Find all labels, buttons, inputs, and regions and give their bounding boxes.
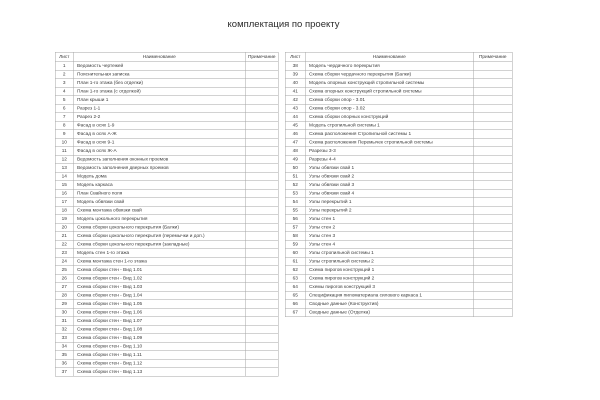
- note-cell: [245, 181, 278, 190]
- note-cell: [473, 130, 512, 139]
- name-cell: Узлы обвязки свай 3: [305, 181, 473, 190]
- name-cell: Узлы стропильной системы 2: [305, 257, 473, 266]
- name-cell: Ведомость чертежей: [73, 62, 245, 71]
- sheet-number-cell: 12: [55, 155, 73, 164]
- note-cell: [473, 266, 512, 275]
- name-cell: Модель стен 1-го этажа: [73, 249, 245, 258]
- table-header-row: [55, 52, 278, 62]
- sheet-number-cell: 49: [285, 155, 305, 164]
- note-cell: [245, 342, 278, 351]
- table-row: [285, 113, 512, 122]
- name-cell: План 1-го этажа (с отделкой): [73, 87, 245, 96]
- table-row: [285, 147, 512, 156]
- sheet-number-cell: 38: [285, 62, 305, 71]
- sheet-number-cell: 43: [285, 104, 305, 113]
- note-cell: [473, 121, 512, 130]
- sheet-number-cell: 58: [285, 232, 305, 241]
- note-cell: [245, 317, 278, 326]
- table-row: [55, 215, 278, 224]
- sheet-number-cell: 24: [55, 257, 73, 266]
- sheet-number-cell: 50: [285, 164, 305, 173]
- table-row: [55, 274, 278, 283]
- note-cell: [473, 257, 512, 266]
- table-row: [285, 300, 512, 309]
- note-cell: [473, 62, 512, 71]
- note-cell: [245, 130, 278, 139]
- sheet-number-cell: 34: [55, 342, 73, 351]
- note-cell: [473, 291, 512, 300]
- name-cell: Узлы обвязки свай 2: [305, 172, 473, 181]
- sheet-number-cell: 21: [55, 232, 73, 241]
- sheet-number-cell: 3: [55, 79, 73, 88]
- table-row: [55, 359, 278, 368]
- note-cell: [245, 223, 278, 232]
- note-cell: [473, 79, 512, 88]
- note-cell: [473, 232, 512, 241]
- sheet-number-cell: 47: [285, 138, 305, 147]
- sheet-number-cell: 31: [55, 317, 73, 326]
- table-row: [285, 121, 512, 130]
- name-cell: План Свайного поля: [73, 189, 245, 198]
- sheet-number-cell: 15: [55, 181, 73, 190]
- sheet-number-cell: 13: [55, 164, 73, 173]
- sheet-number-cell: 56: [285, 215, 305, 224]
- name-cell: Модель обвязки свай: [73, 198, 245, 207]
- note-cell: [245, 96, 278, 105]
- sheet-number-cell: 18: [55, 206, 73, 215]
- name-cell: План 1-го этажа (без отделки): [73, 79, 245, 88]
- sheet-number-cell: 36: [55, 359, 73, 368]
- table-row: [55, 342, 278, 351]
- table-row: [55, 266, 278, 275]
- note-cell: [473, 283, 512, 292]
- name-cell: Схема расположения Стропильной системы 1: [305, 130, 473, 139]
- name-cell: Фасад в осях 9-1: [73, 138, 245, 147]
- note-cell: [245, 325, 278, 334]
- name-cell: Схема расположения Перемычек стропильной системы: [305, 138, 473, 147]
- note-cell: [245, 334, 278, 343]
- name-cell: Модель чердачного перекрытия: [305, 62, 473, 71]
- sheet-number-cell: 22: [55, 240, 73, 249]
- table-row: [285, 215, 512, 224]
- table-row: [55, 232, 278, 241]
- note-cell: [245, 62, 278, 71]
- table-row: [285, 164, 512, 173]
- name-cell: Схема сборки опор - 3.01: [305, 96, 473, 105]
- name-cell: Схема пирогов конструкций 1: [305, 266, 473, 275]
- table-row: [55, 155, 278, 164]
- name-cell: Схема сборки стен - Вид 1.07: [73, 317, 245, 326]
- table-row: [285, 87, 512, 96]
- sheet-number-cell: 11: [55, 147, 73, 156]
- page-title: комплектация по проекту: [227, 19, 340, 30]
- table-row: [285, 249, 512, 258]
- sheet-number-cell: 26: [55, 274, 73, 283]
- column-header-name: Наименование: [73, 52, 245, 62]
- sheet-number-cell: 33: [55, 334, 73, 343]
- name-cell: Схема сборки чердачного перекрытия (Балки): [305, 70, 473, 79]
- table-row: [285, 206, 512, 215]
- note-cell: [245, 113, 278, 122]
- note-cell: [473, 181, 512, 190]
- name-cell: Модель стропильной системы 1: [305, 121, 473, 130]
- table-row: [285, 266, 512, 275]
- sheet-number-cell: 8: [55, 121, 73, 130]
- table-row: [55, 113, 278, 122]
- name-cell: Модель цокольного перекрытия: [73, 215, 245, 224]
- sheet-number-cell: 20: [55, 223, 73, 232]
- sheet-list-table-right: [285, 52, 513, 317]
- note-cell: [245, 147, 278, 156]
- note-cell: [473, 274, 512, 283]
- table-row: [55, 368, 278, 377]
- note-cell: [473, 198, 512, 207]
- name-cell: Схема сборки опорных конструкций: [305, 113, 473, 122]
- sheet-number-cell: 16: [55, 189, 73, 198]
- note-cell: [245, 359, 278, 368]
- sheet-number-cell: 64: [285, 283, 305, 292]
- name-cell: Схема монтажа стен 1-го этажа: [73, 257, 245, 266]
- table-row: [55, 291, 278, 300]
- sheet-number-cell: 19: [55, 215, 73, 224]
- note-cell: [473, 147, 512, 156]
- table-row: [285, 283, 512, 292]
- sheet-number-cell: 37: [55, 368, 73, 377]
- table-row: [55, 147, 278, 156]
- sheet-number-cell: 2: [55, 70, 73, 79]
- note-cell: [245, 215, 278, 224]
- note-cell: [473, 113, 512, 122]
- table-row: [55, 96, 278, 105]
- note-cell: [473, 240, 512, 249]
- sheet-number-cell: 1: [55, 62, 73, 71]
- name-cell: Схема сборки стен - Вид 1.03: [73, 283, 245, 292]
- sheet-number-cell: 57: [285, 223, 305, 232]
- sheet-number-cell: 41: [285, 87, 305, 96]
- sheet-number-cell: 61: [285, 257, 305, 266]
- table-row: [285, 198, 512, 207]
- table-header-row: [285, 52, 512, 62]
- sheet-number-cell: 67: [285, 308, 305, 317]
- sheet-number-cell: 39: [285, 70, 305, 79]
- name-cell: Фасад в осях Ж-А: [73, 147, 245, 156]
- table-row: [285, 62, 512, 71]
- sheet-number-cell: 4: [55, 87, 73, 96]
- sheet-number-cell: 5: [55, 96, 73, 105]
- name-cell: Узлы стен 2: [305, 223, 473, 232]
- note-cell: [245, 155, 278, 164]
- note-cell: [245, 104, 278, 113]
- table-row: [55, 198, 278, 207]
- note-cell: [473, 308, 512, 317]
- table-row: [55, 325, 278, 334]
- sheet-number-cell: 55: [285, 206, 305, 215]
- note-cell: [473, 155, 512, 164]
- name-cell: Схема сборки стен - Вид 1.06: [73, 308, 245, 317]
- note-cell: [245, 266, 278, 275]
- table-row: [285, 223, 512, 232]
- table-row: [55, 164, 278, 173]
- name-cell: Схема монтажа обвязки свай: [73, 206, 245, 215]
- table-row: [55, 351, 278, 360]
- name-cell: Схема сборки стен - Вид 1.11: [73, 351, 245, 360]
- name-cell: Схема сборки опор - 3.02: [305, 104, 473, 113]
- note-cell: [473, 223, 512, 232]
- sheet-number-cell: 65: [285, 291, 305, 300]
- note-cell: [245, 138, 278, 147]
- note-cell: [245, 87, 278, 96]
- table-row: [55, 79, 278, 88]
- table-row: [285, 172, 512, 181]
- sheet-list-table-left: [55, 52, 279, 377]
- sheet-number-cell: 66: [285, 300, 305, 309]
- name-cell: Схема сборки стен - Вид 1.08: [73, 325, 245, 334]
- table-row: [55, 172, 278, 181]
- note-cell: [245, 70, 278, 79]
- name-cell: Схема сборки стен - Вид 1.04: [73, 291, 245, 300]
- sheet-number-cell: 6: [55, 104, 73, 113]
- table-row: [55, 87, 278, 96]
- table-row: [285, 155, 512, 164]
- sheet-number-cell: 54: [285, 198, 305, 207]
- name-cell: Схема сборки стен - Вид 1.09: [73, 334, 245, 343]
- table-row: [285, 189, 512, 198]
- name-cell: Разрез 2-2: [73, 113, 245, 122]
- note-cell: [245, 308, 278, 317]
- sheet-number-cell: 46: [285, 130, 305, 139]
- table-row: [285, 138, 512, 147]
- note-cell: [473, 206, 512, 215]
- note-cell: [245, 257, 278, 266]
- table-row: [55, 308, 278, 317]
- note-cell: [245, 300, 278, 309]
- table-row: [285, 79, 512, 88]
- table-row: [285, 181, 512, 190]
- note-cell: [473, 172, 512, 181]
- sheet-number-cell: 53: [285, 189, 305, 198]
- name-cell: Схема сборки цокольного перекрытия (перемычки и доп.): [73, 232, 245, 241]
- column-header-note: Примечание: [245, 52, 278, 62]
- table-row: [55, 62, 278, 71]
- name-cell: Фасад в осях 1-9: [73, 121, 245, 130]
- name-cell: Сводные данные (Конструктив): [305, 300, 473, 309]
- sheet-number-cell: 63: [285, 274, 305, 283]
- table-row: [55, 189, 278, 198]
- column-header-sheet: Лист: [285, 52, 305, 62]
- table-row: [285, 70, 512, 79]
- table-row: [285, 274, 512, 283]
- table-row: [55, 206, 278, 215]
- note-cell: [473, 164, 512, 173]
- note-cell: [245, 291, 278, 300]
- name-cell: Фасад в осях А-Ж: [73, 130, 245, 139]
- note-cell: [473, 87, 512, 96]
- sheet-number-cell: 17: [55, 198, 73, 207]
- note-cell: [473, 138, 512, 147]
- note-cell: [473, 189, 512, 198]
- name-cell: Разрезы 3-3: [305, 147, 473, 156]
- name-cell: Схема сборки стен - Вид 1.01: [73, 266, 245, 275]
- name-cell: Модель каркаса: [73, 181, 245, 190]
- table-row: [55, 70, 278, 79]
- name-cell: Разрезы 4-4: [305, 155, 473, 164]
- note-cell: [245, 189, 278, 198]
- name-cell: Узлы стен 3: [305, 232, 473, 241]
- note-cell: [245, 232, 278, 241]
- table-row: [55, 121, 278, 130]
- table-row: [285, 104, 512, 113]
- sheet-number-cell: 30: [55, 308, 73, 317]
- name-cell: Схема пирогов конструкций 2: [305, 274, 473, 283]
- name-cell: Пояснительная записка: [73, 70, 245, 79]
- name-cell: Узлы обвязки свай 1: [305, 164, 473, 173]
- note-cell: [245, 368, 278, 377]
- name-cell: Схема сборки стен - Вид 1.10: [73, 342, 245, 351]
- name-cell: Узлы обвязки свай 4: [305, 189, 473, 198]
- name-cell: Схема сборки цокольного перекрытия (закладные): [73, 240, 245, 249]
- name-cell: Схема сборки цокольного перекрытия (Балки): [73, 223, 245, 232]
- name-cell: Схема сборки стен - Вид 1.12: [73, 359, 245, 368]
- column-header-note: Примечание: [473, 52, 512, 62]
- sheet-number-cell: 60: [285, 249, 305, 258]
- table-row: [55, 300, 278, 309]
- table-row: [55, 257, 278, 266]
- note-cell: [473, 249, 512, 258]
- name-cell: Сводные данные (Отделка): [305, 308, 473, 317]
- name-cell: Схема опорных конструкций стропильной системы: [305, 87, 473, 96]
- note-cell: [245, 198, 278, 207]
- column-header-sheet: Лист: [55, 52, 73, 62]
- name-cell: Ведомость заполнения оконных проемов: [73, 155, 245, 164]
- name-cell: Ведомость заполнения дверных проемов: [73, 164, 245, 173]
- sheet-number-cell: 7: [55, 113, 73, 122]
- name-cell: Схема сборки стен - Вид 1.02: [73, 274, 245, 283]
- table-row: [55, 181, 278, 190]
- name-cell: Схемы пирогов конструкций 3: [305, 283, 473, 292]
- table-row: [55, 249, 278, 258]
- note-cell: [473, 96, 512, 105]
- table-row: [55, 223, 278, 232]
- sheet-number-cell: 14: [55, 172, 73, 181]
- table-row: [285, 308, 512, 317]
- sheet-number-cell: 23: [55, 249, 73, 258]
- table-row: [285, 130, 512, 139]
- name-cell: План крыши 1: [73, 96, 245, 105]
- column-header-name: Наименование: [305, 52, 473, 62]
- table-row: [285, 291, 512, 300]
- table-row: [285, 257, 512, 266]
- table-row: [55, 130, 278, 139]
- name-cell: Модель дома: [73, 172, 245, 181]
- note-cell: [245, 240, 278, 249]
- name-cell: Узлы стен 1: [305, 215, 473, 224]
- name-cell: Узлы перекрытий 2: [305, 206, 473, 215]
- name-cell: Узлы стропильной системы 1: [305, 249, 473, 258]
- sheet-number-cell: 42: [285, 96, 305, 105]
- note-cell: [245, 121, 278, 130]
- name-cell: Схема сборки стен - Вид 1.13: [73, 368, 245, 377]
- sheet-number-cell: 62: [285, 266, 305, 275]
- name-cell: Разрез 1-1: [73, 104, 245, 113]
- note-cell: [245, 164, 278, 173]
- sheet-number-cell: 40: [285, 79, 305, 88]
- sheet-number-cell: 35: [55, 351, 73, 360]
- name-cell: Узлы стен 4: [305, 240, 473, 249]
- note-cell: [473, 300, 512, 309]
- sheet-number-cell: 48: [285, 147, 305, 156]
- table-row: [55, 138, 278, 147]
- note-cell: [245, 249, 278, 258]
- sheet-number-cell: 25: [55, 266, 73, 275]
- sheet-number-cell: 52: [285, 181, 305, 190]
- sheet-number-cell: 9: [55, 130, 73, 139]
- name-cell: Модель опорных конструкций стропильной системы: [305, 79, 473, 88]
- table-row: [285, 96, 512, 105]
- table-row: [285, 232, 512, 241]
- sheet-number-cell: 44: [285, 113, 305, 122]
- note-cell: [245, 283, 278, 292]
- note-cell: [473, 104, 512, 113]
- name-cell: Спецификация пиломатериала силового каркаса 1: [305, 291, 473, 300]
- note-cell: [245, 274, 278, 283]
- table-row: [285, 240, 512, 249]
- sheet-number-cell: 27: [55, 283, 73, 292]
- sheet-number-cell: 10: [55, 138, 73, 147]
- sheet-number-cell: 28: [55, 291, 73, 300]
- sheet-number-cell: 32: [55, 325, 73, 334]
- table-row: [55, 240, 278, 249]
- table-row: [55, 334, 278, 343]
- sheet-number-cell: 59: [285, 240, 305, 249]
- table-row: [55, 317, 278, 326]
- note-cell: [245, 351, 278, 360]
- note-cell: [473, 70, 512, 79]
- table-row: [55, 104, 278, 113]
- note-cell: [245, 206, 278, 215]
- note-cell: [245, 172, 278, 181]
- name-cell: Узлы перекрытий 1: [305, 198, 473, 207]
- note-cell: [245, 79, 278, 88]
- sheet-number-cell: 51: [285, 172, 305, 181]
- table-row: [55, 283, 278, 292]
- sheet-number-cell: 45: [285, 121, 305, 130]
- name-cell: Схема сборки стен - Вид 1.05: [73, 300, 245, 309]
- note-cell: [473, 215, 512, 224]
- sheet-number-cell: 29: [55, 300, 73, 309]
